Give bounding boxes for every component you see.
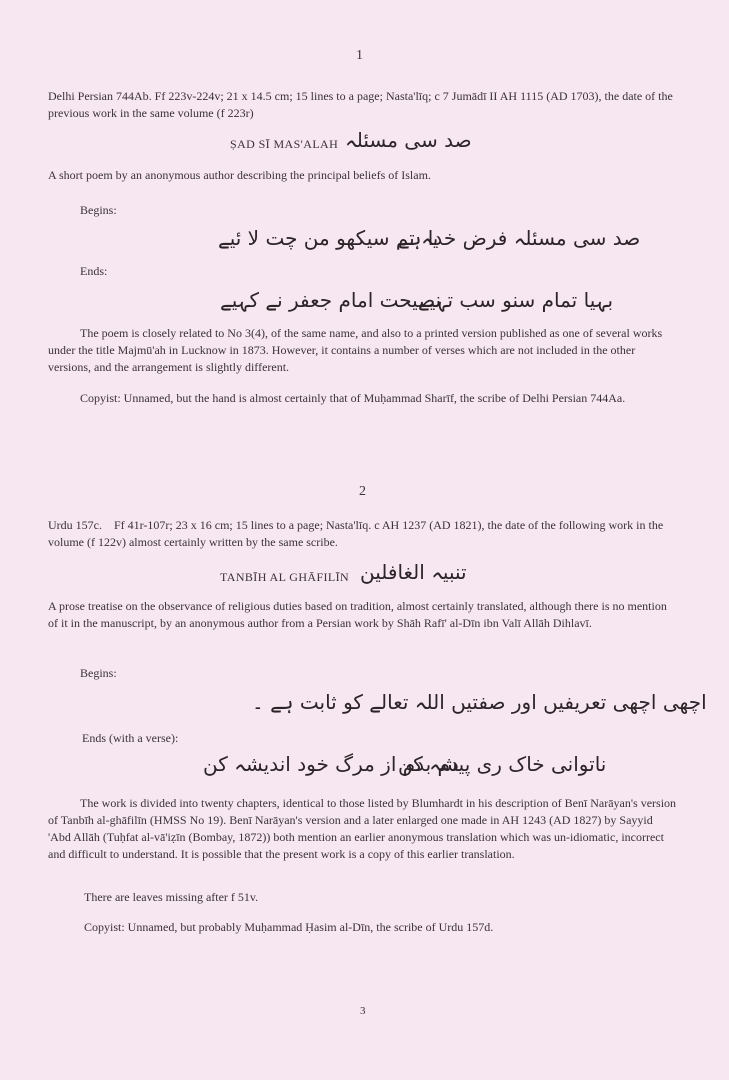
entry-title: ṢAD SĪ MAS'ALAH xyxy=(230,137,339,151)
entry-description: A prose treatise on the observance of religious duties based on tradition, almost certainly translated, although there is no mention of it in the manuscript, by an anonymous author from a Persian work by Shāh Rafī' al-Dīn ibn Valī Allāh Dihlavī. xyxy=(48,599,667,630)
ends-verse-right: ناتوانی خاک ری پیشہ کن xyxy=(398,752,607,776)
entry-note: The poem is closely related to No 3(4), of the same name, and also to a printed version published as one of several works under the title Majmū'ah in Lucknow in 1873. However, it contains a number of verses which are not included in the other versions, and the arrangement is slightly different. xyxy=(48,326,663,374)
page-number: 3 xyxy=(360,1005,366,1017)
ends-verse-left: نصیحت امام جعفر نے کہیے xyxy=(220,288,442,312)
entry-copyist: Copyist: Unnamed, but probably Muḥammad Ḥasim al-Dīn, the scribe of Urdu 157d. xyxy=(84,920,494,934)
entry-number: 1 xyxy=(356,48,363,63)
ends-verse-left: دم بدم از مرگ خود اندیشہ کن xyxy=(203,752,459,776)
ends-verse-right: بہیا تمام سنو سب تہیے xyxy=(418,288,614,312)
ends-label: Ends (with a verse): xyxy=(82,731,179,745)
begins-verse-right: صد سی مسئلہ فرض خدا ہے xyxy=(398,226,641,250)
ends-label: Ends: xyxy=(80,264,108,278)
entry-header: Delhi Persian 744Ab. Ff 223v-224v; 21 x 14.5 cm; 15 lines to a page; Nasta'līq; c 7 Jumādī II AH 1115 (AD 1703), the date of the previous work in the same volume (f 223r) xyxy=(48,89,673,120)
begins-label: Begins: xyxy=(80,203,117,217)
entry-copyist: Copyist: Unnamed, but the hand is almost certainly that of Muḥammad Sharīf, the scribe of Delhi Persian 744Aa. xyxy=(80,391,626,405)
entry-description: A short poem by an anonymous author describing the principal beliefs of Islam. xyxy=(48,168,431,182)
entry-title-urdu: صد سی مسئلہ xyxy=(345,128,472,152)
entry-note: The work is divided into twenty chapters, identical to those listed by Blumhardt in his description of Benī Narāyan's version of Tanbīh al-ghāfilīn (HMSS No 19). Benī Narāyan's version and a later enlarged one made in AH 1243 (AD 1827) by Sayyid 'Abd Allāh (Tuḥfat al-vā'iẓīn (Bombay, 1872)) both mention an earlier anonymous translation which was un-idiomatic, incorrect and difficult to understand. It is possible that the present work is a copy of this earlier translation. xyxy=(48,796,677,861)
begins-verse: اچھی اچھی تعریفیں اور صفتیں اللہ تعالے کو ثابت ہے ۔ xyxy=(252,690,707,714)
begins-label: Begins: xyxy=(80,666,117,680)
begins-verse-left: یہ تم سیکھو من چت لا ئیے xyxy=(218,226,439,250)
entry-title-urdu: تنبیہ الغافلین xyxy=(360,560,467,584)
entry-leaves-note: There are leaves missing after f 51v. xyxy=(84,890,259,904)
entry-header: Urdu 157c. Ff 41r-107r; 23 x 16 cm; 15 lines to a page; Nasta'līq. c AH 1237 (AD 1821), the date of the following work in the volume (f 122v) almost certainly written by the same scribe. xyxy=(48,518,667,549)
entry-title: TANBĪH AL GHĀFILĪN xyxy=(220,570,350,584)
entry-number: 2 xyxy=(359,484,366,499)
